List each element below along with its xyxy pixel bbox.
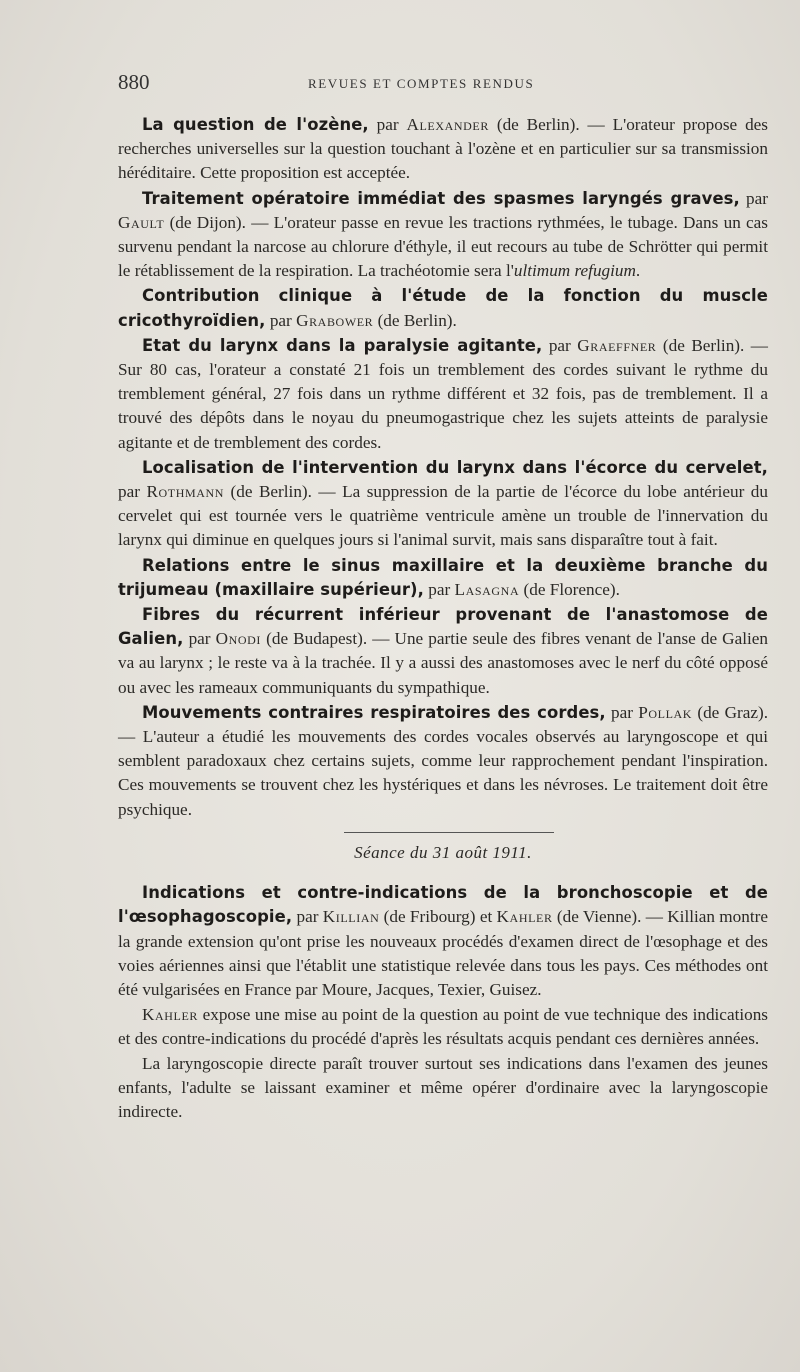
paragraph-text: expose une mise au point de la question au point de vue technique des indications et des contre-indications du procédé d'après les résultats acquis pendant ces dernières années.: [118, 1005, 768, 1049]
entry-title: La question de l'ozène,: [142, 115, 369, 134]
entry-mouvements: Mouvements contraires respiratoires des cordes, par Pollak (de Graz). — L'auteur a étudié les mouvements des cordes vocales observés au laryngoscope et qui semblent paradoxaux chez certains sujets, comme leur rapprochement pendant l'inspiration. Ces mouvements se trouvent chez les hystériques et dans les névroses. Le traitement doit être psychique.: [118, 702, 768, 819]
entry-title: Traitement opératoire immédiat des spasmes laryngés graves,: [142, 188, 740, 208]
entry-bronchoscopie: Indications et contre-indications de la bronchoscopie et de l'œsophagoscopie, par Killian (de Fribourg) et Kahler (de Vienne). — Killian montre la grande extension qu'ont prise les nouveaux procédés d'examen direct de l'œsophage et des voies aériennes ainsi que l'établit une statistique relevée dans tous les pays. Ces méthodes ont été vulgarisées en France par Moure, Jacques, Texier, Guisez.: [118, 883, 768, 999]
page-number: 880: [118, 70, 150, 94]
author-name: Kahler: [496, 907, 553, 927]
entry-title: Etat du larynx dans la paralysie agitante,: [142, 335, 543, 355]
entry-title: Contribution clinique à l'étude de la fonction du muscle cricothyroïdien,: [118, 286, 768, 330]
author-name: Lasagna: [454, 579, 520, 599]
author-name: Rothmann: [146, 482, 225, 502]
paragraph-laryngoscopie: La laryngoscopie directe paraît trouver surtout ses indications dans l'examen des jeunes enfants, l'adulte se laissant examiner et même opérer d'ordinaire avec la laryngoscopie indirecte.: [118, 1053, 768, 1121]
author-name: Grabower: [296, 310, 374, 330]
entry-crico: Contribution clinique à l'étude de la fonction du muscle cricothyroïdien, par Grabower (de Berlin).: [118, 286, 768, 330]
entry-ozene: La question de l'ozène, par Alexander (de Berlin). — L'orateur propose des recherches universelles sur la question touchant à l'ozène et en particulier sur sa transmission héréditaire. Cette proposition est acceptée.: [118, 115, 768, 183]
entry-text: (de Budapest). — Une partie seule des fibres venant de l'anse de Galien va au larynx ; le reste va à la trachée. Il y a aussi des anastomoses avec le nerf du côté opposé ou avec les rameaux communiquants du sympathique.: [118, 629, 768, 697]
running-head: REVUES ET COMPTES RENDUS: [308, 76, 535, 91]
author-name: Alexander: [406, 115, 489, 134]
entry-text: (de Berlin).: [373, 310, 457, 330]
entry-spasmes: Traitement opératoire immédiat des spasmes laryngés graves, par Gault (de Dijon). — L'orateur passe en revue les tractions rythmées, le tubage. Dans un cas survenu pendant la narcose au chlorure d'éthyle, il eut recours au tube de Schrötter qui permit le rétablissement de la respiration. La trachéotomie sera l'ultimum refugium.: [118, 188, 768, 281]
entry-title: Relations entre le sinus maxillaire et la deuxième branche du trijumeau (maxillaire supérieur),: [118, 555, 768, 599]
entry-text: (de Graz). — L'auteur a étudié les mouvements des cordes vocales observés au laryngoscope et qui semblent paradoxaux chez certains sujets, comme leur rapprochement pendant l'inspiration. Ces mouvements se trouvent chez les hystériques et dans les névroses. Le traitement doit être psychique.: [118, 702, 768, 819]
paragraph-kahler: [118, 1003, 768, 1051]
author-name: Graeffner: [577, 335, 657, 355]
entry-text: (de Vienne). — Killian montre la grande extension qu'ont prise les nouveaux procédés d'examen direct de l'œsophage et des voies aériennes ainsi que l'établit une statistique relevée dans tous les pays. Ces méthodes ont été vulgarisées en France par Moure, Jacques, Texier, Guisez.: [118, 907, 768, 999]
author-name: Pollak: [638, 702, 693, 722]
entry-title: Fibres du récurrent inférieur provenant de l'anastomose de Galien,: [118, 605, 768, 649]
entry-paralysie: Etat du larynx dans la paralysie agitante, par Graeffner (de Berlin). — Sur 80 cas, l'orateur a constaté 21 fois un tremblement des cordes suivant le rythme du tremblement général, 27 fois dans un rythme différent et 32 fois, pas de tremblement. Il a trouvé des dépôts dans le noyau du pneumogastrique chez les sujets atteints de paralysie agitante et de tremblement des cordes.: [118, 335, 768, 452]
page-header: [118, 70, 768, 100]
entry-text: (de Berlin). — L'orateur propose des recherches universelles sur la question touchant à l'ozène et en particulier sur sa transmission héréditaire. Cette proposition est acceptée.: [118, 115, 768, 183]
entry-recurrent: Fibres du récurrent inférieur provenant de l'anastomose de Galien, par Onodi (de Budapest). — Une partie seule des fibres venant de l'anse de Galien va au larynx ; le reste va à la trachée. Il y a aussi des anastomoses avec le nerf du côté opposé ou avec les rameaux communiquants du sympathique.: [118, 605, 768, 697]
section-divider: [344, 832, 554, 833]
entry-cervelet: Localisation de l'intervention du larynx dans l'écorce du cervelet, par Rothmann (de Berlin). — La suppression de la partie de l'écorce du lobe antérieur du cervelet qui est tournée vers le quatrième ventricule amène un trouble de l'innervation du larynx qui diminue en quelques jours si l'animal survit, mais sans disparaître tout à fait.: [118, 457, 768, 550]
seance-heading: Séance du 31 août 1911.: [354, 842, 532, 862]
entry-title: Indications et contre-indications de la bronchoscopie et de l'œsophagoscopie,: [118, 883, 768, 927]
author-name: Gault: [118, 212, 165, 232]
entry-text: (de Berlin). — La suppression de la partie de l'écorce du lobe antérieur du cervelet qui est tournée vers le quatrième ventricule amène un trouble de l'innervation du larynx qui diminue en quelques jours si l'animal survit, mais sans disparaître tout à fait.: [118, 482, 768, 550]
author-name: Onodi: [215, 629, 262, 649]
entry-sinus: Relations entre le sinus maxillaire et la deuxième branche du trijumeau (maxillaire supérieur), par Lasagna (de Florence).: [118, 555, 768, 599]
entry-text: (de Dijon). — L'orateur passe en revue les tractions rythmées, le tubage. Dans un cas survenu pendant la narcose au chlorure d'éthyle, il eut recours au tube de Schrötter qui permit le rétablissement de la respiration. La trachéotomie sera l': [118, 212, 768, 281]
entry-text: (de Berlin). — Sur 80 cas, l'orateur a constaté 21 fois un tremblement des cordes suivant le rythme du tremblement général, 27 fois dans un rythme différent et 32 fois, pas de tremblement. Il a trouvé des dépôts dans le noyau du pneumogastrique chez les sujets atteints de paralysie agitante et de tremblement des cordes.: [118, 335, 768, 452]
entry-italic: ultimum refugium: [513, 261, 636, 281]
author-name: Kahler: [142, 1005, 199, 1025]
entry-title: Mouvements contraires respiratoires des cordes,: [142, 702, 606, 722]
article-body: [118, 113, 768, 1124]
author-name: Killian: [322, 907, 380, 927]
entry-text: (de Florence).: [519, 579, 620, 599]
entry-title: Localisation de l'intervention du larynx dans l'écorce du cervelet,: [142, 457, 768, 477]
